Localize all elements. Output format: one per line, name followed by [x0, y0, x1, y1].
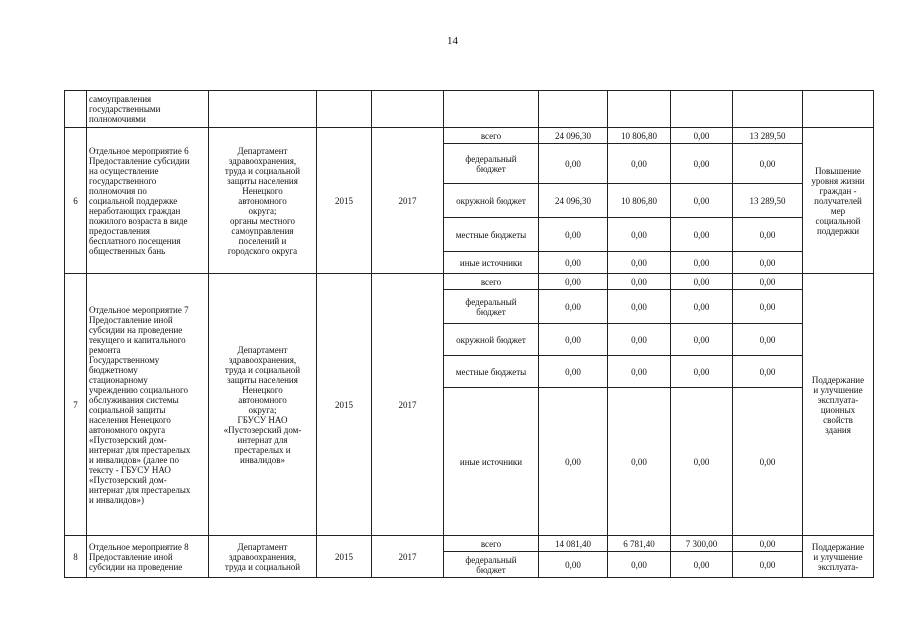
- amount-year-1: 0,00: [608, 356, 671, 388]
- amount-year-3: 0,00: [733, 356, 803, 388]
- activity-name: Отдельное мероприятие 8 Предоставление иной субсидии на проведение: [87, 536, 209, 578]
- amount-year-2: 0,00: [671, 128, 733, 144]
- amount-year-2: 0,00: [671, 252, 733, 274]
- amount-year-3: 0,00: [733, 552, 803, 578]
- amount-total: 0,00: [539, 218, 608, 252]
- row-number: 6: [65, 128, 87, 274]
- amount-year-2: [671, 91, 733, 128]
- amount-year-3: 0,00: [733, 324, 803, 356]
- amount-total: 0,00: [539, 552, 608, 578]
- amount-total: 0,00: [539, 356, 608, 388]
- funding-source: [444, 91, 539, 128]
- funding-source: всего: [444, 128, 539, 144]
- row-number: 7: [65, 274, 87, 536]
- amount-year-3: 0,00: [733, 290, 803, 324]
- amount-total: [539, 91, 608, 128]
- amount-year-1: 10 806,80: [608, 184, 671, 218]
- expected-result: [803, 91, 874, 128]
- activity-name: самоуправления государственными полномочиями: [87, 91, 209, 128]
- amount-year-1: [608, 91, 671, 128]
- expected-result: Повышение уровня жизни граждан - получателей мер социальной поддержки: [803, 128, 874, 274]
- end-year: 2017: [372, 274, 444, 536]
- amount-year-1: 0,00: [608, 324, 671, 356]
- row-number: 8: [65, 536, 87, 578]
- start-year: 2015: [317, 128, 372, 274]
- amount-year-3: 0,00: [733, 274, 803, 290]
- funding-source: окружной бюджет: [444, 184, 539, 218]
- amount-year-1: 0,00: [608, 274, 671, 290]
- table-row: [65, 536, 874, 552]
- amount-year-2: 0,00: [671, 184, 733, 218]
- funding-source: всего: [444, 274, 539, 290]
- amount-year-3: 0,00: [733, 536, 803, 552]
- amount-year-1: 10 806,80: [608, 128, 671, 144]
- amount-total: 24 096,30: [539, 184, 608, 218]
- amount-year-3: 13 289,50: [733, 128, 803, 144]
- amount-total: 0,00: [539, 144, 608, 184]
- funding-source: местные бюджеты: [444, 356, 539, 388]
- amount-total: 0,00: [539, 274, 608, 290]
- funding-source: окружной бюджет: [444, 324, 539, 356]
- executor: Департамент здравоохранения, труда и социальной защиты населения Ненецкого автономного округа; органы местного самоуправления поселений и городского округа: [209, 128, 317, 274]
- amount-year-3: 0,00: [733, 252, 803, 274]
- amount-year-2: 0,00: [671, 388, 733, 536]
- executor: [209, 91, 317, 128]
- table-row: [65, 91, 874, 128]
- amount-year-1: 0,00: [608, 252, 671, 274]
- activity-name: Отдельное мероприятие 6 Предоставление субсидии на осуществление государственного полномочия по социальной поддержке неработающих граждан пожилого возраста в виде предоставления бесплатного посещения общественных бань: [87, 128, 209, 274]
- funding-source: федеральный бюджет: [444, 552, 539, 578]
- amount-year-2: 0,00: [671, 144, 733, 184]
- amount-year-3: 0,00: [733, 218, 803, 252]
- funding-source: местные бюджеты: [444, 218, 539, 252]
- executor: Департамент здравоохранения, труда и социальной: [209, 536, 317, 578]
- amount-total: 0,00: [539, 290, 608, 324]
- expected-result: Поддержание и улучшение эксплуата-: [803, 536, 874, 578]
- amount-total: 0,00: [539, 388, 608, 536]
- page-number: 14: [447, 35, 458, 47]
- table-body: [65, 91, 874, 578]
- amount-total: 0,00: [539, 324, 608, 356]
- funding-source: иные источники: [444, 252, 539, 274]
- amount-year-1: 0,00: [608, 552, 671, 578]
- amount-year-2: 0,00: [671, 290, 733, 324]
- executor: Департамент здравоохранения, труда и социальной защиты населения Ненецкого автономного округа; ГБУСУ НАО «Пустозерский дом- интернат для престарелых и инвалидов»: [209, 274, 317, 536]
- end-year: [372, 91, 444, 128]
- amount-year-1: 0,00: [608, 144, 671, 184]
- amount-total: 24 096,30: [539, 128, 608, 144]
- amount-year-1: 0,00: [608, 218, 671, 252]
- funding-source: федеральный бюджет: [444, 144, 539, 184]
- end-year: 2017: [372, 128, 444, 274]
- expected-result: Поддержание и улучшение эксплуата- ционных свойств здания: [803, 274, 874, 536]
- amount-year-2: 0,00: [671, 218, 733, 252]
- funding-source: всего: [444, 536, 539, 552]
- amount-year-1: 0,00: [608, 388, 671, 536]
- amount-year-2: 0,00: [671, 274, 733, 290]
- amount-year-3: 13 289,50: [733, 184, 803, 218]
- funding-source: федеральный бюджет: [444, 290, 539, 324]
- amount-total: 14 081,40: [539, 536, 608, 552]
- amount-year-2: 0,00: [671, 356, 733, 388]
- end-year: 2017: [372, 536, 444, 578]
- funding-source: иные источники: [444, 388, 539, 536]
- amount-year-2: 0,00: [671, 324, 733, 356]
- row-number: [65, 91, 87, 128]
- amount-year-2: 0,00: [671, 552, 733, 578]
- amount-year-3: [733, 91, 803, 128]
- start-year: [317, 91, 372, 128]
- start-year: 2015: [317, 536, 372, 578]
- amount-total: 0,00: [539, 252, 608, 274]
- table-row: [65, 128, 874, 144]
- activity-name: Отдельное мероприятие 7 Предоставление иной субсидии на проведение текущего и капитального ремонта Государственному бюджетному стационарному учреждению социального обслуживания системы социальной защиты населения Ненецкого автономного округа «Пустозерский дом- интернат для престарелых и инвалидов» (далее по тексту - ГБУСУ НАО «Пустозерский дом- интернат для престарелых и инвалидов»): [87, 274, 209, 536]
- amount-year-1: 6 781,40: [608, 536, 671, 552]
- amount-year-1: 0,00: [608, 290, 671, 324]
- start-year: 2015: [317, 274, 372, 536]
- program-table: [64, 90, 874, 578]
- table-row: [65, 274, 874, 290]
- amount-year-3: 0,00: [733, 388, 803, 536]
- amount-year-2: 7 300,00: [671, 536, 733, 552]
- amount-year-3: 0,00: [733, 144, 803, 184]
